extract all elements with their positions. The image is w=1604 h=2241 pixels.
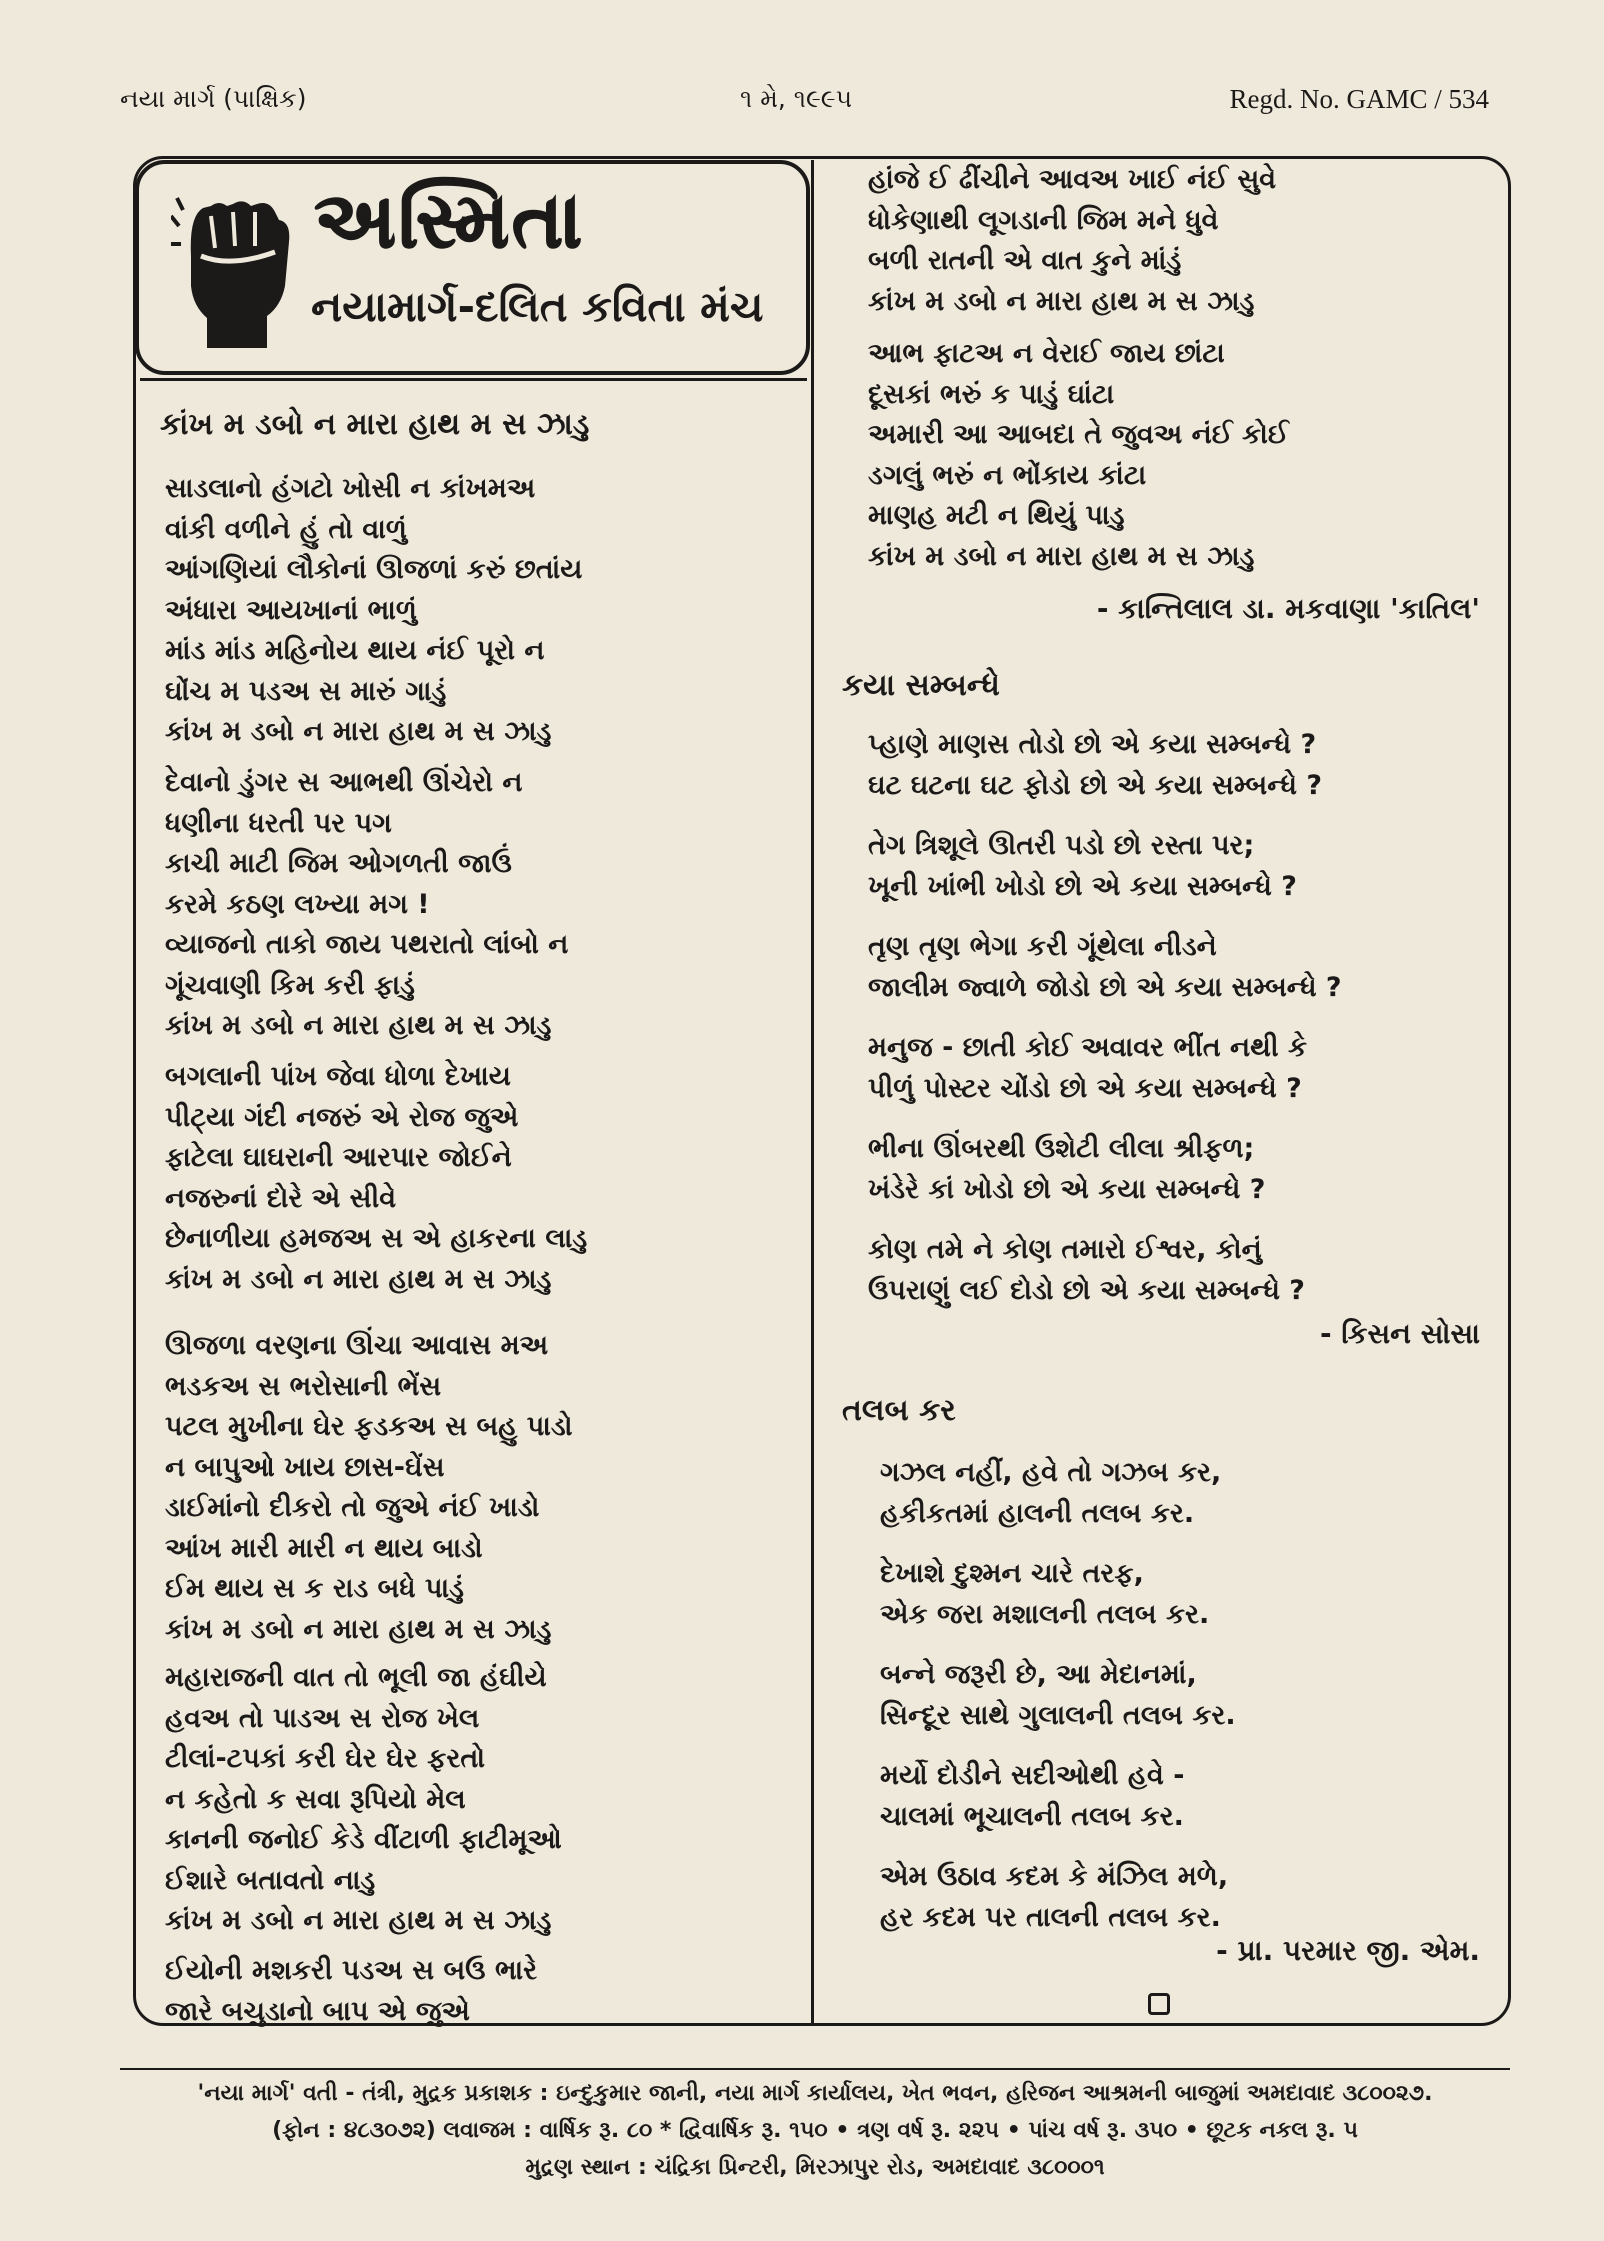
poem-line: અમારી આ આબદા તે જુવઅ નંઈ કોઈ: [868, 419, 1289, 450]
poem-line: કાંખ મ ડબો ન મારા હાથ મ સ ઝાડુ: [165, 1905, 552, 1936]
poem-line: ગઝલ નહીં, હવે તો ગઝબ કર,: [880, 1457, 1222, 1488]
footer-subscription-line: (ફોન : ૪૮૩૦૭૨) લવાજમ : વાર્ષિક રૂ. ૮૦ * દ્વિવાર્ષિક રૂ. ૧૫૦ • ત્રણ વર્ષ રૂ. ૨૨૫ • પાંચ વર્ષ રૂ. ૩૫૦ • છૂટક નકલ રૂ. ૫: [272, 2118, 1358, 2143]
poem-line: દેખાશે દુશ્મન ચારે તરફ,: [880, 1558, 1144, 1589]
poem-line: હાંજે ઈ ઢીંચીને આવઅ ખાઈ નંઈ સુવે: [868, 164, 1277, 195]
poem-line: માણહ મટી ન થિયું પાડુ: [868, 500, 1125, 531]
poem3-stanza-1: [880, 1453, 1221, 1534]
poem-line: પીટ્યા ગંદી નજરું એ રોજ જુએ: [165, 1101, 519, 1133]
poem-line: સિન્દૂર સાથે ગુલાલની તલબ કર.: [880, 1699, 1236, 1731]
poem1-cont-stanza-1: [868, 160, 1276, 322]
poem1-author: - કાન્તિલાલ ડા. મકવાણા 'કાતિલ': [1096, 592, 1480, 625]
end-mark-icon: [1148, 1993, 1170, 2015]
poem-line: મહારાજની વાત તો ભૂલી જા હંઘીયે: [165, 1662, 547, 1693]
logo-title: અસ્મિતા: [314, 176, 585, 266]
poem-line: ઘટ ઘટના ઘટ ફોડો છો એ કયા સમ્બન્ધે ?: [868, 769, 1323, 801]
poem2-stanza-6: [868, 1230, 1305, 1311]
poem-line: છેનાળીયા હમજઅ સ એ હાકરના લાડુ: [165, 1223, 588, 1254]
poem-line: હકીકતમાં હાલની તલબ કર.: [880, 1497, 1195, 1529]
poem-line: પટલ મુખીના ઘેર ફડકઅ સ બહુ પાડો: [165, 1411, 573, 1442]
poem-line: ઘોંચ મ પડઅ સ મારું ગાડું: [165, 675, 447, 707]
poem1-stanza-4: [165, 1326, 572, 1650]
poem-line: આંખ મારી મારી ન થાય બાડો: [165, 1532, 483, 1564]
poem-line: તૃણ તૃણ ભેગા કરી ગૂંથેલા નીડને: [868, 931, 1217, 962]
poem-line: કોણ તમે ને કોણ તમારો ઈશ્વર, કોનું: [868, 1234, 1262, 1265]
poem-line: માંડ માંડ મહિનોય થાય નંઈ પૂરો ન: [165, 635, 545, 666]
poem-line: મર્યો દોડીને સદીઓથી હવે -: [880, 1760, 1185, 1791]
asmita-logo-box: [135, 160, 810, 375]
poem-line: જારે બચુડાનો બાપ એ જુએ: [165, 1995, 470, 2027]
poem-line: હર કદમ પર તાલની તલબ કર.: [880, 1901, 1221, 1933]
poem-line: કાચી માટી જિમ ઓગળતી જાઉં: [165, 848, 512, 879]
poem3-stanza-5: [880, 1857, 1228, 1938]
poem-line: ખૂની ખાંભી ખોડો છો એ કયા સમ્બન્ધે ?: [868, 870, 1297, 902]
poem3-author: - પ્રા. પરમાર જી. એમ.: [1216, 1934, 1480, 1967]
footer-publisher-line: 'નયા માર્ગ' વતી - તંત્રી, મુદ્રક પ્રકાશક : ઇન્દુકુમાર જાની, નયા માર્ગ કાર્યાલય, ખેત ભવન, હરિજન આશ્રમની બાજુમાં અમદાવાદ ૩૮૦૦૨૭.: [197, 2081, 1433, 2106]
page-header: [120, 84, 1489, 124]
poem-line: ઊજળા વરણના ઊંચા આવાસ મઅ: [165, 1330, 549, 1361]
footer-rule: [120, 2068, 1510, 2070]
raised-fist-icon: [171, 186, 301, 351]
poem-line: ભડકઅ સ ભરોસાની ભેંસ: [165, 1370, 442, 1402]
poem2-stanza-3: [868, 927, 1342, 1008]
poem1-stanza-5: [165, 1658, 562, 1942]
poem2-author: - કિસન સોસા: [1320, 1317, 1480, 1350]
poem-line: પીળું પોસ્ટર ચોંડો છો એ કયા સમ્બન્ધે ?: [868, 1072, 1302, 1104]
poem2-title: કયા સમ્બન્ધે: [842, 668, 1000, 703]
poem-line: પ્હાણે માણસ તોડો છો એ કયા સમ્બન્ધે ?: [868, 729, 1317, 760]
logo-rule: [140, 378, 807, 381]
poem-line: ડાઈમાંનો દીકરો તો જુએ નંઈ ખાડો: [165, 1492, 540, 1523]
poem-line: ન બાપુઓ ખાય છાસ-ઘેંસ: [165, 1451, 445, 1483]
poem-line: આભ ફાટઅ ન વેરાઈ જાય છાંટા: [868, 338, 1225, 369]
poem-line: ધોકેણાથી લૂગડાની જિમ મને ધુવે: [868, 204, 1219, 236]
poem2-stanza-4: [868, 1028, 1307, 1109]
poem-line: ટીલાં-ટપકાં કરી ઘેર ઘેર ફરતો: [165, 1743, 485, 1774]
poem3-stanza-3: [880, 1655, 1236, 1736]
poem2-stanza-1: [868, 725, 1322, 806]
poem1-cont-stanza-2: [868, 334, 1289, 577]
poem-line: કરમે કઠણ લખ્યા મગ !: [165, 888, 430, 920]
poem-line: કાંખ મ ડબો ન મારા હાથ મ સ ઝાડુ: [868, 540, 1255, 572]
poem-line: હવઅ તો પાડઅ સ રોજ ખેલ: [165, 1702, 480, 1734]
poem-line: સાડલાનો હંગટો ખોસી ન કાંખમઅ: [165, 473, 536, 504]
poem-line: મનુજ - છાતી કોઈ અવાવર ભીંત નથી કે: [868, 1032, 1308, 1063]
poem-line: ઉપરાણું લઈ દોડો છો એ કયા સમ્બન્ધે ?: [868, 1274, 1305, 1306]
footer-printer-line: મુદ્રણ સ્થાન : ચંદ્રિકા પ્રિન્ટરી, મિરઝાપુર રોડ, અમદાવાદ ૩૮૦૦૦૧: [525, 2155, 1105, 2180]
registration-number: Regd. No. GAMC / 534: [1229, 84, 1489, 114]
poem1-stanza-2: [165, 763, 568, 1047]
poem-line: કાંખ મ ડબો ન મારા હાથ મ સ ઝાડુ: [165, 1613, 552, 1645]
poem-line: ન કહેતો ક સવા રૂપિયો મેલ: [165, 1783, 466, 1815]
poem-line: બન્ને જરૂરી છે, આ મેદાનમાં,: [880, 1659, 1197, 1690]
poem-line: એક જરા મશાલની તલબ કર.: [880, 1598, 1210, 1630]
poem-line: કાનની જનોઈ કેડે વીંટાળી ફાટીમૂઓ: [165, 1824, 562, 1855]
poem2-stanza-2: [868, 826, 1297, 907]
poem-line: તેગ ત્રિશૂલે ઊતરી પડો છો રસ્તા પર;: [868, 830, 1255, 861]
issue-date: ૧ મે, ૧૯૯૫: [740, 84, 853, 113]
logo-subtitle: નયામાર્ગ-દલિત કવિતા મંચ: [311, 282, 764, 331]
poem-line: ડગલું ભરું ન ભોંકાય કાંટા: [868, 459, 1147, 491]
poem3-stanza-4: [880, 1756, 1184, 1837]
poem-line: કાંખ મ ડબો ન મારા હાથ મ સ ઝાડુ: [165, 716, 552, 747]
column-divider: [811, 160, 814, 2025]
poem-line: ઈયોની મશકરી પડઅ સ બઉ ભારે: [165, 1955, 538, 1986]
poem-line: ઈશારે બતાવતો નાડુ: [165, 1864, 376, 1896]
poem1-title: કાંખ મ ડબો ન મારા હાથ મ સ ઝાડુ: [160, 407, 590, 442]
poem-line: આંગણિયાં લૌકોનાં ઊજળાં કરું છતાંય: [165, 554, 583, 585]
poem-line: ગૂંચવાણી કિમ કરી ફાડું: [165, 969, 415, 1001]
poem-line: વ્યાજનો તાકો જાય પથરાતો લાંબો ન: [165, 929, 569, 960]
poem-line: બગલાની પાંખ જેવા ધોળા દેખાય: [165, 1061, 511, 1092]
poem3-stanza-2: [880, 1554, 1209, 1635]
poem1-stanza-3: [165, 1057, 587, 1300]
poem-line: ખંડેરે કાં ખોડો છો એ કયા સમ્બન્ધે ?: [868, 1173, 1266, 1205]
poem-line: ચાલમાં ભૂચાલની તલબ કર.: [880, 1800, 1184, 1832]
poem3-title: તલબ કર: [842, 1393, 956, 1428]
poem-line: ધણીના ધરતી પર પગ: [165, 807, 392, 839]
publication-name: નયા માર્ગ (પાક્ષિક): [120, 84, 307, 113]
poem-line: જાલીમ જ્વાળે જોડો છો એ કયા સમ્બન્ધે ?: [868, 971, 1342, 1003]
poem-line: વાંકી વળીને હું તો વાળું: [165, 513, 407, 545]
poem-line: દેવાનો ડુંગર સ આભથી ઊંચેરો ન: [165, 767, 523, 798]
poem-line: ઈમ થાય સ ક રાડ બધે પાડું: [165, 1573, 464, 1604]
poem-line: કાંખ મ ડબો ન મારા હાથ મ સ ઝાડુ: [868, 285, 1255, 317]
poem-line: ફાટેલા ઘાઘરાની આરપાર જોઈને: [165, 1142, 512, 1173]
poem1-stanza-6: [165, 1951, 537, 2032]
poem2-stanza-5: [868, 1129, 1265, 1210]
poem-line: કાંખ મ ડબો ન મારા હાથ મ સ ઝાડુ: [165, 1263, 552, 1295]
poem-line: કાંખ મ ડબો ન મારા હાથ મ સ ઝાડુ: [165, 1010, 552, 1041]
poem-line: ભીના ઊંબરથી ઉશેટી લીલા શ્રીફળ;: [868, 1133, 1255, 1164]
poem-line: એમ ઉઠાવ કદમ કે મંઝિલ મળે,: [880, 1861, 1229, 1892]
poem-line: દૂસકાં ભરું ક પાડું ઘાંટા: [868, 378, 1115, 410]
poem1-stanza-1: [165, 469, 582, 753]
poem-line: નજરુનાં દોરે એ સીવે: [165, 1182, 397, 1214]
poem-line: અંધારા આયખાનાં ભાળું: [165, 594, 417, 626]
poem-line: બળી રાતની એ વાત કુને માંડું: [868, 245, 1182, 276]
